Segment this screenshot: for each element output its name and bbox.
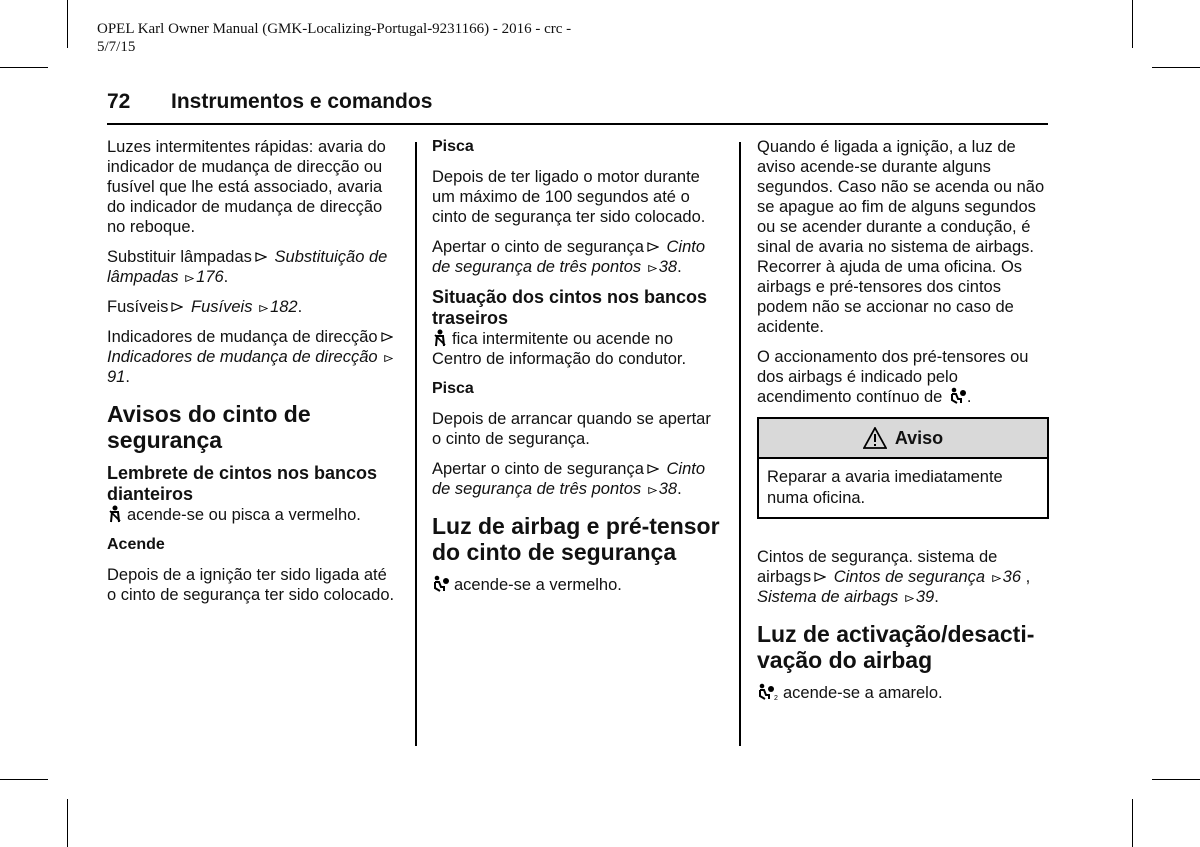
punctuation: . — [297, 298, 303, 316]
minor-heading: Pisca — [432, 380, 474, 397]
page-reference[interactable]: 182 — [270, 298, 298, 316]
section-heading: Avisos do cinto de segurança — [107, 401, 311, 453]
cross-reference-link[interactable]: Indicadores de mudança de direcção — [107, 348, 378, 366]
warning-triangle-icon — [863, 427, 887, 449]
crop-mark — [67, 799, 68, 847]
paragraph-ref — [107, 297, 399, 317]
column-divider — [415, 142, 417, 746]
paragraph-with-icon — [432, 329, 724, 369]
column-2 — [432, 137, 724, 605]
cross-reference-arrow-icon — [814, 571, 826, 583]
punctuation: . — [966, 388, 972, 406]
ref-lead-text: Apertar o cinto de segurança — [432, 238, 644, 256]
section-heading: Luz de airbag e pré-tensor do cinto de segurança — [432, 513, 720, 565]
svg-text:2: 2 — [774, 695, 778, 701]
paragraph: Luzes intermitentes rápidas: avaria do indicador de mudança de direcção ou fusível que lhe está associado, avaria do indicador de mudança de direcção no reboque. — [107, 138, 386, 236]
ref-lead-text: Indicadores de mudança de direcção — [107, 328, 378, 346]
page-reference[interactable]: 91 — [107, 368, 126, 386]
column-1 — [107, 137, 399, 615]
subsection-heading: Situação dos cintos nos bancos traseiros — [432, 287, 708, 328]
header-rule — [107, 123, 1048, 125]
cross-reference-link[interactable]: Cinto de segurança de três pontos — [432, 460, 706, 498]
punctuation: . — [934, 588, 939, 606]
airbag-status-icon — [757, 683, 779, 701]
seatbelt-reminder-icon — [107, 505, 123, 523]
paragraph-with-icon — [107, 505, 399, 525]
crop-mark — [1132, 0, 1133, 48]
punctuation: . — [223, 268, 229, 286]
meta-line-2: 5/7/15 — [97, 39, 136, 55]
crop-mark — [1132, 799, 1133, 847]
airbag-warning-icon — [432, 575, 450, 593]
paragraph: Depois de arrancar quando se apertar o cinto de segurança. — [432, 410, 711, 448]
crop-mark — [0, 67, 48, 68]
page-reference-arrow-icon — [648, 486, 657, 495]
cross-reference-arrow-icon — [171, 301, 183, 313]
paragraph: Depois de ter ligado o motor durante um máximo de 100 segundos até o cinto de segurança ter sido colocado. — [432, 168, 706, 226]
punctuation: . — [677, 480, 682, 498]
page-reference[interactable]: 38 — [658, 258, 678, 276]
page-reference-arrow-icon — [384, 354, 393, 363]
paragraph-ref: Cintos de segurança. sistema de airbags Cintos de segurança 36 , Sistema de airbags 39. — [757, 548, 1031, 606]
ref-lead-text: Cintos de segurança. sistema de airbags — [757, 548, 998, 586]
page-reference-arrow-icon — [259, 304, 268, 313]
page-reference-arrow-icon — [905, 594, 914, 603]
paragraph: Depois de a ignição ter sido ligada até o cinto de segurança ter sido colocado. — [107, 566, 395, 604]
cross-reference-arrow-icon — [381, 331, 393, 343]
warning-body: Reparar a avaria imediatamente numa oficina. — [767, 468, 1003, 507]
column-3 — [757, 137, 1049, 713]
airbag-warning-icon — [949, 387, 967, 405]
crop-mark — [1152, 67, 1200, 68]
page-header — [107, 90, 432, 114]
icon-caption: acende-se a amarelo. — [783, 684, 943, 702]
cross-reference-arrow-icon — [255, 251, 267, 263]
cross-reference-link[interactable]: Cinto de segurança de três pontos — [432, 238, 706, 276]
paragraph-ref — [432, 237, 724, 277]
warning-box — [757, 417, 1049, 519]
cross-reference-link[interactable]: Cintos de segurança — [833, 568, 986, 586]
ref-lead-text: Apertar o cinto de segurança — [432, 460, 644, 478]
section-title: Instrumentos e comandos — [171, 90, 433, 113]
cross-reference-arrow-icon — [647, 241, 659, 253]
crop-mark — [67, 0, 68, 48]
warning-title: Aviso — [894, 428, 944, 448]
section-heading: Luz de activação/desacti-vação do airbag — [757, 621, 1035, 673]
crop-mark — [0, 779, 48, 780]
page-reference[interactable]: 36 — [1002, 568, 1022, 586]
page-reference-arrow-icon — [992, 574, 1001, 583]
crop-mark — [1152, 779, 1200, 780]
page-reference-arrow-icon — [185, 274, 194, 283]
icon-caption: fica intermitente ou acende no Centro de informação do condutor. — [432, 330, 687, 368]
minor-heading: Pisca — [432, 138, 474, 155]
column-divider — [739, 142, 741, 746]
icon-caption: acende-se ou pisca a vermelho. — [127, 506, 361, 524]
document-meta — [97, 20, 657, 56]
meta-line-1: OPEL Karl Owner Manual (GMK-Localizing-Portugal-9231166) - 2016 - crc - — [97, 21, 572, 37]
paragraph-ref — [107, 327, 399, 387]
paragraph-ref — [107, 247, 399, 287]
punctuation: . — [125, 368, 130, 386]
paragraph-text: O accionamento dos pré-tensores ou dos airbags é indicado pelo acendimento contínuo de — [757, 348, 1029, 406]
paragraph: Quando é ligada a ignição, a luz de aviso acende-se durante alguns segundos. Caso não se acenda ou não se apague ao fim de alguns segundos ou se acender durante a condução, é sinal de avaria no sistema de airbags. Recorrer à ajuda de uma oficina. Os airbags e pré-tensores dos cintos podem não se accionar no caso de acidente. — [757, 138, 1045, 336]
ref-lead-text: Fusíveis — [107, 298, 169, 316]
paragraph-ref — [432, 459, 724, 499]
icon-caption: acende-se a vermelho. — [454, 576, 622, 594]
page-number: 72 — [107, 90, 131, 113]
ref-lead-text: Substituir lâmpadas — [107, 248, 252, 266]
seatbelt-reminder-icon — [432, 329, 448, 347]
punctuation: . — [677, 258, 682, 276]
subsection-heading: Lembrete de cintos nos bancos dianteiros — [107, 463, 378, 504]
page-reference-arrow-icon — [648, 264, 657, 273]
page-reference[interactable]: 38 — [658, 480, 678, 498]
cross-reference-link[interactable]: Fusíveis — [191, 298, 253, 316]
paragraph-with-icon — [432, 575, 724, 595]
paragraph-with-icon — [757, 683, 1049, 703]
cross-reference-link[interactable]: Substituição de lâmpadas — [107, 248, 388, 286]
paragraph-with-icon — [757, 347, 1049, 407]
cross-reference-link[interactable]: Sistema de airbags — [757, 588, 899, 606]
page-reference[interactable]: 176 — [196, 268, 224, 286]
minor-heading: Acende — [107, 536, 165, 553]
warning-title-bar — [759, 419, 1047, 459]
cross-reference-arrow-icon — [647, 463, 659, 475]
page-reference[interactable]: 39 — [915, 588, 935, 606]
